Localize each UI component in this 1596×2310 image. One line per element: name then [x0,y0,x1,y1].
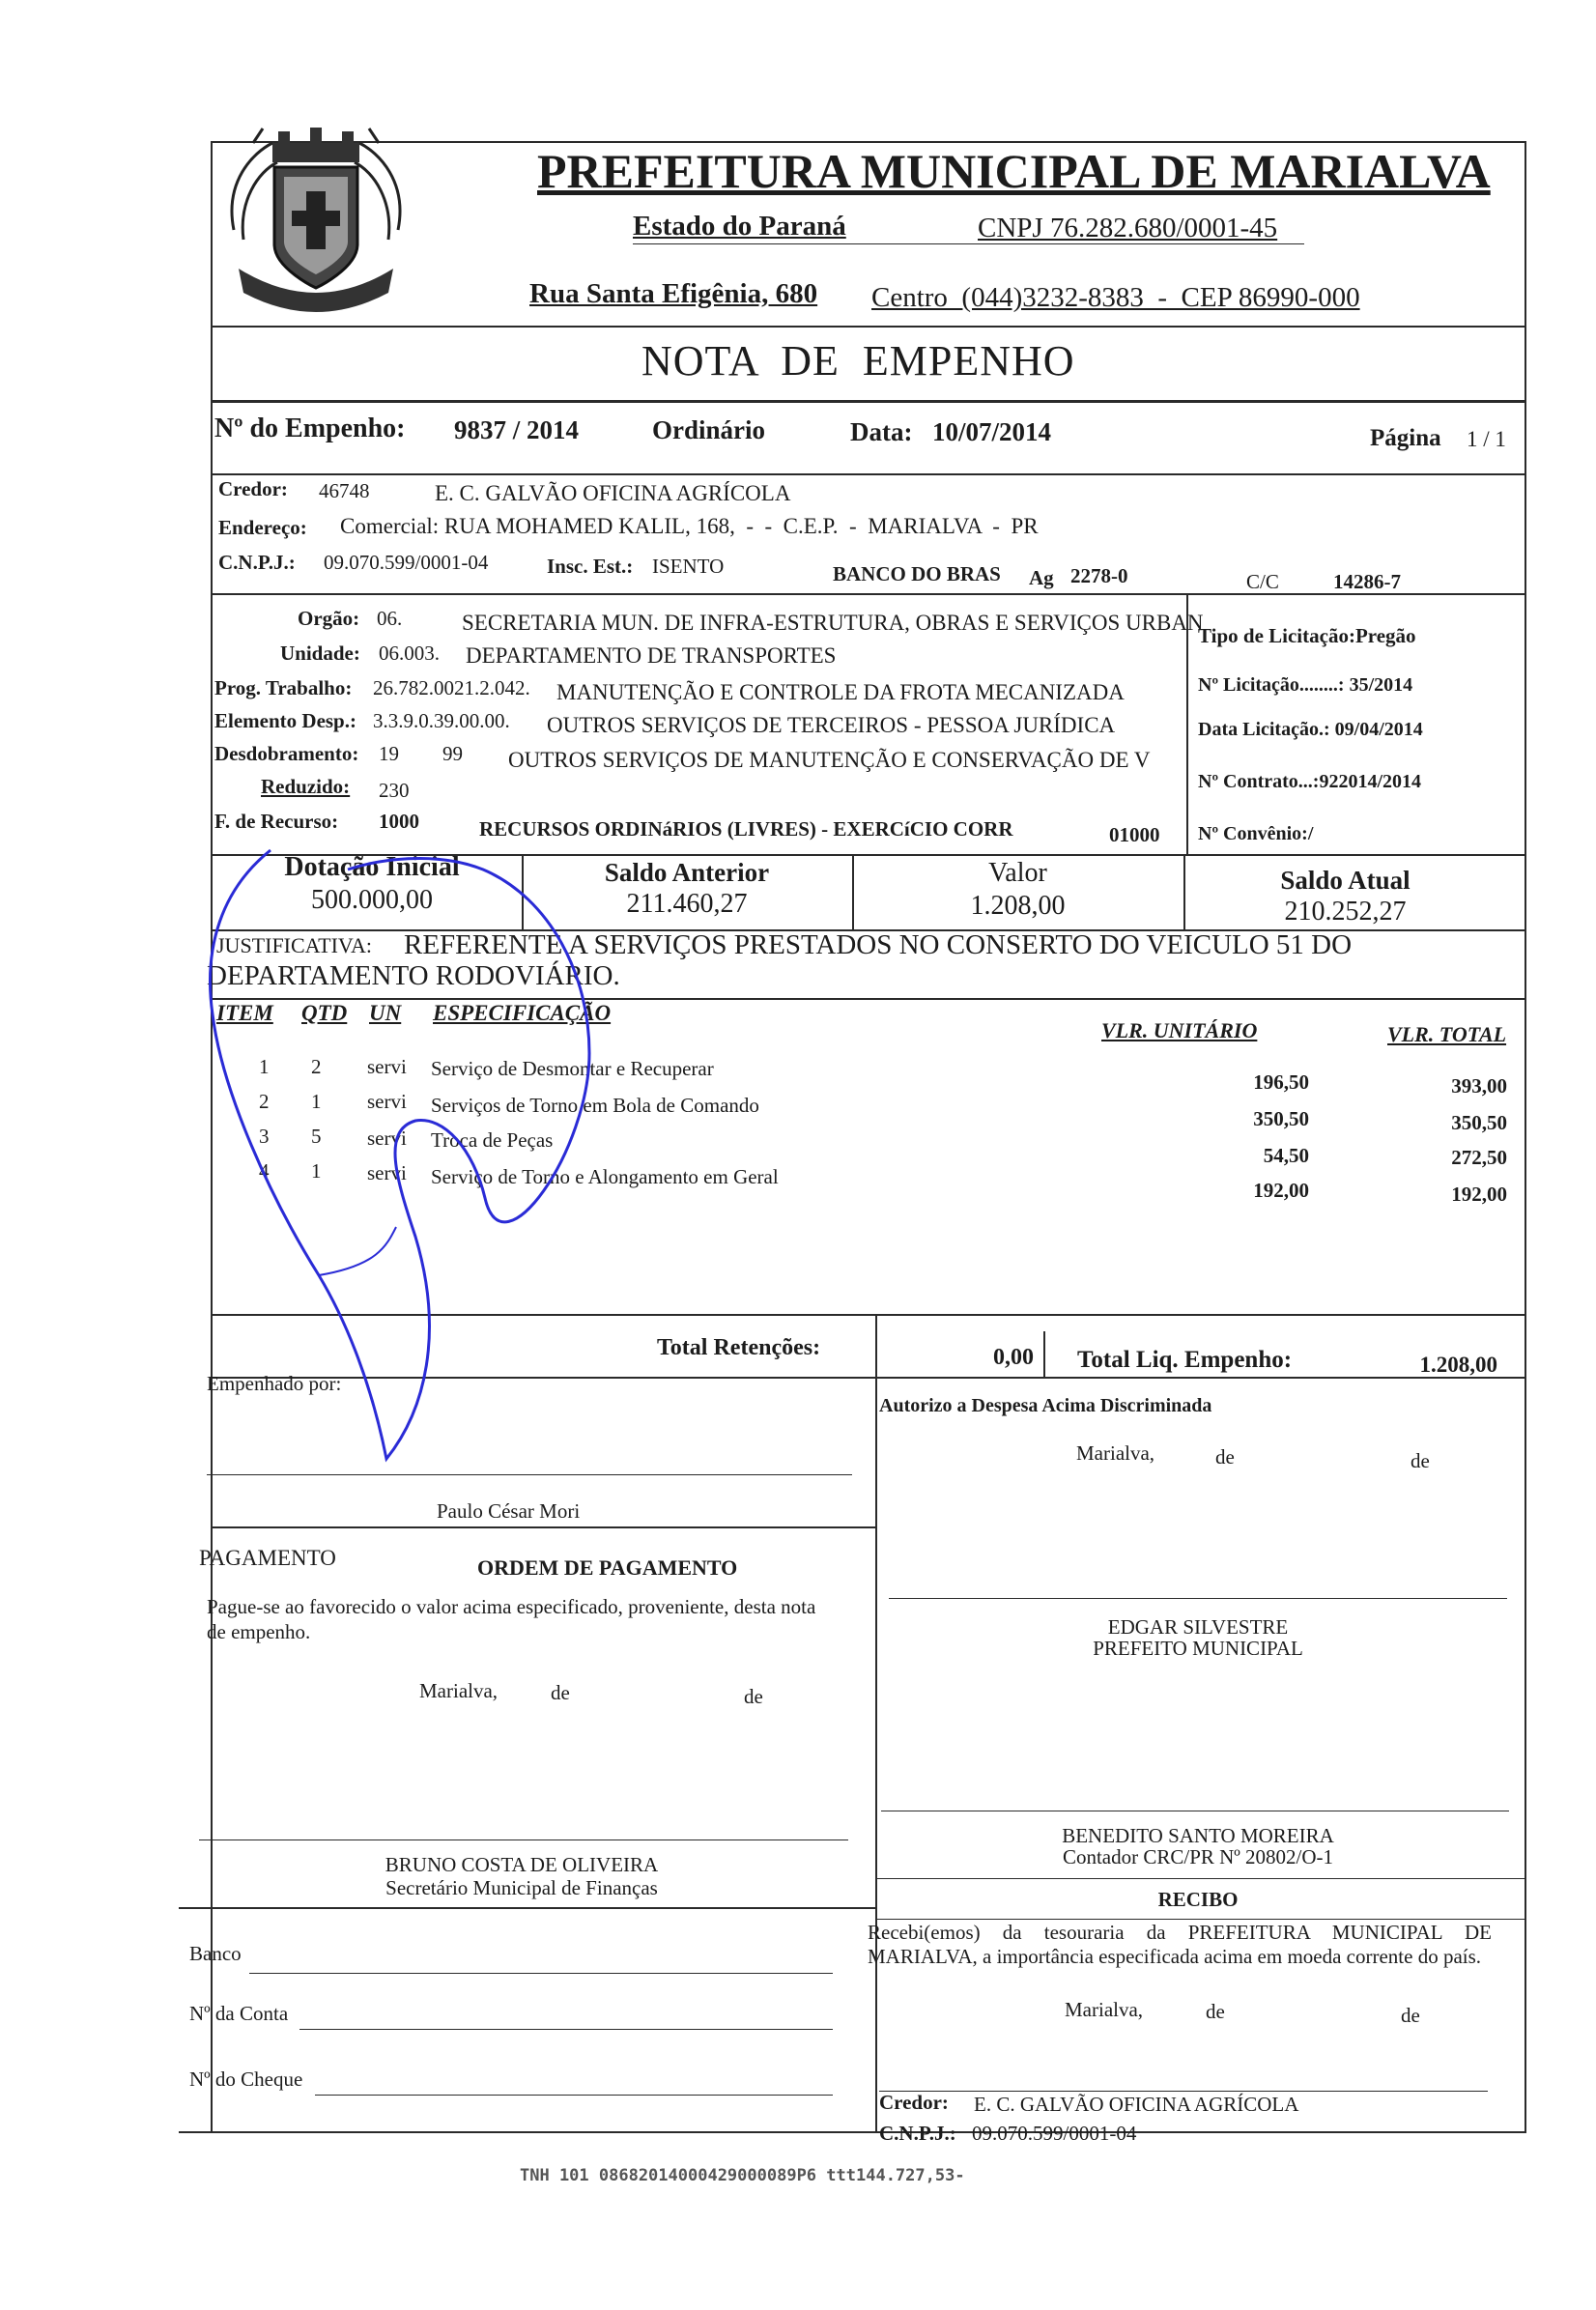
secretario-name: BRUNO COSTA DE OLIVEIRA [385,1853,659,1876]
recurso-value: 1000 [379,810,419,833]
elemento-desc: OUTROS SERVIÇOS DE TERCEIROS - PESSOA JURÍDICA [547,713,1116,737]
recibo-de1: de [1206,2000,1225,2023]
insc-label: Insc. Est.: [547,555,634,578]
state-name: Estado do Paraná [633,211,846,242]
item-desc: Troca de Peças [431,1128,554,1152]
unidade-label: Unidade: [280,642,360,665]
page-number: 1 / 1 [1467,427,1506,451]
autorizo-text: Autorizo a Despesa Acima Discriminada [879,1395,1212,1416]
licitacao-number: Nº Licitação........: 35/2014 [1198,674,1413,696]
recurso-code: 01000 [1109,823,1160,846]
recibo-de2: de [1401,2004,1420,2027]
street-address: Rua Santa Efigênia, 680 [529,278,818,309]
saldo-atual-value: 210.252,27 [1284,897,1407,927]
reduzido-value: 230 [379,779,410,802]
conta-label: Nº da Conta [189,2002,289,2025]
item-unit-price: 196,50 [1253,1070,1309,1094]
banco-field[interactable] [249,1973,833,1974]
secretario-title: Secretário Municipal de Finanças [385,1876,658,1899]
item-qtd: 1 [311,1159,322,1183]
justificativa-line2: DEPARTAMENTO RODOVIÁRIO. [207,960,620,991]
pague-text: Pague-se ao favorecido o valor acima especificado, proveniente, desta nota de empenho. [207,1595,816,1643]
contador-name: BENEDITO SANTO MOREIRA [1062,1824,1334,1847]
saldo-anterior-value: 211.460,27 [626,889,748,919]
recibo-heading: RECIBO [1157,1888,1239,1911]
item-number: 2 [259,1090,270,1113]
recibo-credor-name: E. C. GALVÃO OFICINA AGRÍCOLA [974,2093,1299,2116]
address-rest: Centro (044)3232-8383 - CEP 86990-000 [871,282,1360,313]
col-vlr-total: VLR. TOTAL [1387,1022,1507,1046]
pagamento-de1: de [551,1681,570,1704]
agency-label: Ag [1029,566,1054,589]
recibo-cnpj-label: C.N.P.J.: [879,2122,956,2145]
recibo-city: Marialva, [1065,1998,1144,2021]
recibo-credor-label: Credor: [879,2091,949,2114]
empenhado-label: Empenhado por: [207,1372,342,1395]
liquido-value: 1.208,00 [1419,1353,1497,1377]
dotacao-value: 500.000,00 [311,885,433,915]
pagamento-de2: de [744,1685,763,1708]
col-un: UN [369,1001,402,1025]
prefeito-name: EDGAR SILVESTRE [1107,1615,1289,1639]
creditor-address: Comercial: RUA MOHAMED KALIL, 168, - - C.E.P. - MARIALVA - PR [340,514,1039,538]
justificativa-label: JUSTIFICATIVA: [216,933,372,957]
saldo-atual-label: Saldo Atual [1280,866,1411,895]
item-qtd: 2 [311,1055,322,1078]
creditor-code: 46748 [319,479,370,502]
item-un: servi [367,1055,407,1078]
retencoes-label: Total Retenções: [657,1335,821,1360]
item-total: 393,00 [1451,1074,1507,1098]
item-total: 272,50 [1451,1146,1507,1169]
contract-number: Nº Contrato...:922014/2014 [1198,771,1422,792]
recurso-label: F. de Recurso: [214,810,339,833]
orgao-desc: SECRETARIA MUN. DE INFRA-ESTRUTURA, OBRAS E SERVIÇOS URBAN [462,611,1204,635]
recibo-cnpj: 09.070.599/0001-04 [972,2122,1137,2145]
liquido-label: Total Liq. Empenho: [1077,1347,1293,1373]
item-desc: Serviço de Torno e Alongamento em Geral [431,1165,779,1188]
page-title: PREFEITURA MUNICIPAL DE MARIALVA [537,144,1491,198]
item-number: 1 [259,1055,270,1078]
item-number: 3 [259,1125,270,1148]
licitacao-type: Tipo de Licitação:Pregão [1198,624,1416,647]
recibo-text: Recebi(emos) da tesouraria da PREFEITURA MUNICIPAL DE MARIALVA, a importância especificada acima em moeda corrente do país. [868,1921,1492,1968]
prog-label: Prog. Trabalho: [214,676,353,699]
valor-label: Valor [988,858,1047,888]
cheque-label: Nº do Cheque [189,2068,303,2091]
item-un: servi [367,1126,407,1150]
page-label: Página [1370,425,1441,451]
pagamento-city: Marialva, [419,1679,499,1702]
saldo-anterior-label: Saldo Anterior [604,858,770,887]
item-unit-price: 192,00 [1253,1179,1309,1202]
coat-of-arms [214,124,417,322]
col-qtd: QTD [301,1001,348,1025]
prog-desc: MANUTENÇÃO E CONTROLE DA FROTA MECANIZADA [556,680,1125,704]
dotacao-label: Dotação Inicial [284,852,460,882]
item-qtd: 5 [311,1125,322,1148]
retencoes-value: 0,00 [993,1345,1034,1370]
creditor-cnpj: 09.070.599/0001-04 [324,551,489,574]
desdobramento-label: Desdobramento: [214,742,359,765]
bank-name: BANCO DO BRAS [833,562,1001,585]
item-desc: Serviço de Desmontar e Recuperar [431,1057,714,1080]
item-unit-price: 350,50 [1253,1107,1309,1130]
creditor-label: Credor: [218,477,288,500]
unidade-desc: DEPARTAMENTO DE TRANSPORTES [466,643,837,668]
document-title: NOTA DE EMPENHO [641,337,1075,385]
handwritten-signature [184,831,628,1469]
account-label: C/C [1246,570,1279,593]
desdobramento-b: 99 [442,742,463,765]
item-qtd: 1 [311,1090,322,1113]
col-especificacao: ESPECIFICAÇÃO [433,1001,612,1025]
orgao-label: Orgão: [298,607,360,630]
orgao-code: 06. [377,607,403,630]
item-desc: Serviços de Torno em Bola de Comando [431,1094,759,1117]
ordem-pagamento-heading: ORDEM DE PAGAMENTO [477,1555,738,1580]
insc-value: ISENTO [652,555,725,578]
unidade-code: 06.003. [379,642,440,665]
autorizo-city: Marialva, [1076,1441,1155,1465]
justificativa-line1: REFERENTE A SERVIÇOS PRESTADOS NO CONSERTO DO VEICULO 51 DO [404,929,1353,960]
empenho-number: 9837 / 2014 [454,415,580,444]
prog-code: 26.782.0021.2.042. [373,676,530,699]
pagamento-heading: PAGAMENTO [199,1546,336,1570]
elemento-code: 3.3.9.0.39.00.00. [373,709,510,732]
prefeito-title: PREFEITO MUNICIPAL [1093,1637,1303,1660]
address-label: Endereço: [218,516,307,539]
item-total: 192,00 [1451,1183,1507,1206]
elemento-label: Elemento Desp.: [214,709,356,732]
empenho-date: 10/07/2014 [932,417,1052,446]
empenho-type: Ordinário [652,415,766,444]
municipal-cnpj: CNPJ 76.282.680/0001-45 [978,213,1278,243]
convenio-number: Nº Convênio:/ [1198,823,1314,844]
desdobramento-desc: OUTROS SERVIÇOS DE MANUTENÇÃO E CONSERVAÇÃO DE V [508,748,1151,772]
banco-label: Banco [189,1942,242,1965]
auth-code: TNH 101 08682014000429000089P6 ttt144.727,53- [520,2166,965,2185]
empenho-number-label: Nº do Empenho: [214,414,406,443]
item-un: servi [367,1161,407,1184]
cheque-field[interactable] [315,2095,833,2096]
agency-number: 2278-0 [1070,564,1128,587]
col-vlr-unitario: VLR. UNITÁRIO [1101,1018,1258,1042]
autorizo-de1: de [1215,1445,1235,1469]
creditor-cnpj-label: C.N.P.J.: [218,551,296,574]
item-un: servi [367,1090,407,1113]
reduzido-label: Reduzido: [261,775,351,798]
creditor-name: E. C. GALVÃO OFICINA AGRÍCOLA [435,481,791,505]
recurso-desc: RECURSOS ORDINáRIOS (LIVRES) - EXERCíCIO CORR [479,817,1013,841]
account-number: 14286-7 [1333,570,1401,593]
item-number: 4 [259,1159,270,1183]
conta-field[interactable] [299,2029,833,2030]
date-label: Data: [850,417,913,446]
autorizo-de2: de [1411,1449,1430,1472]
col-item: ITEM [216,1001,273,1025]
contador-title: Contador CRC/PR Nº 20802/O-1 [1062,1845,1334,1868]
item-total: 350,50 [1451,1111,1507,1134]
licitacao-date: Data Licitação.: 09/04/2014 [1198,719,1423,740]
empenhado-name: Paulo César Mori [437,1499,581,1523]
item-unit-price: 54,50 [1263,1144,1309,1167]
valor-value: 1.208,00 [970,891,1066,921]
desdobramento-a: 19 [379,742,399,765]
